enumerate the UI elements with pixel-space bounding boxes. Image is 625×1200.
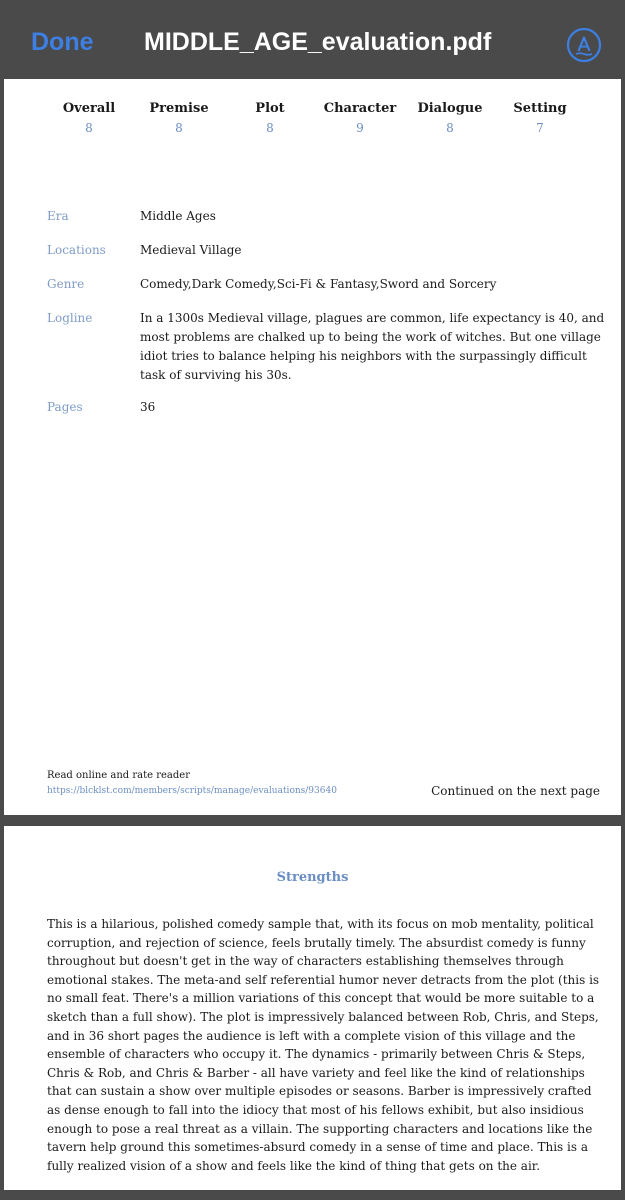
score-value: 8 bbox=[85, 121, 93, 135]
markup-pen-icon[interactable] bbox=[566, 27, 602, 63]
score-premise bbox=[129, 101, 229, 135]
pages-label: Pages bbox=[47, 400, 83, 414]
strengths-heading: Strengths bbox=[276, 870, 349, 885]
score-character bbox=[310, 101, 410, 135]
evaluation-link[interactable]: https://blcklst.com/members/scripts/manage/evaluations/93640 bbox=[47, 786, 337, 796]
score-dialogue bbox=[400, 101, 500, 135]
score-label: Character bbox=[323, 101, 397, 116]
pdf-page-2 bbox=[4, 826, 621, 1190]
document-title: MIDDLE_AGE_evaluation.pdf bbox=[144, 28, 492, 56]
score-setting bbox=[490, 101, 590, 135]
genre-value: Comedy,Dark Comedy,Sci-Fi & Fantasy,Sword and Sorcery bbox=[140, 277, 497, 291]
score-value: 7 bbox=[536, 121, 544, 135]
score-label: Setting bbox=[513, 101, 567, 116]
score-label: Plot bbox=[255, 101, 285, 116]
score-label: Overall bbox=[62, 101, 116, 116]
logline-value: In a 1300s Medieval village, plagues are common, life expectancy is 40, and most problems are chalked up to being the work of witches. But one village idiot tries to balance helping his neighbors with the surpassingly difficult task of surviving his 30s. bbox=[140, 311, 605, 382]
score-plot bbox=[220, 101, 320, 135]
page-gap bbox=[0, 1190, 625, 1200]
pages-value: 36 bbox=[140, 400, 156, 414]
read-online-text: Read online and rate reader bbox=[47, 770, 190, 781]
locations-value: Medieval Village bbox=[140, 243, 242, 257]
score-label: Premise bbox=[149, 101, 209, 116]
score-value: 8 bbox=[266, 121, 274, 135]
score-value: 9 bbox=[356, 121, 364, 135]
logline-label: Logline bbox=[47, 311, 93, 325]
era-value: Middle Ages bbox=[140, 209, 216, 223]
score-value: 8 bbox=[446, 121, 454, 135]
pdf-page-1 bbox=[4, 79, 621, 815]
continued-note: Continued on the next page bbox=[431, 784, 600, 798]
genre-label: Genre bbox=[47, 277, 85, 291]
era-label: Era bbox=[47, 209, 69, 223]
nav-bar bbox=[0, 0, 625, 79]
done-button[interactable]: Done bbox=[31, 28, 94, 56]
score-overall bbox=[39, 101, 139, 135]
score-value: 8 bbox=[175, 121, 183, 135]
locations-label: Locations bbox=[47, 243, 106, 257]
strengths-body: This is a hilarious, polished comedy sample that, with its focus on mob mentality, political corruption, and rejection of science, feels brutally timely. The absurdist comedy is funny throughout but doesn't get in the way of characters establishing themselves through emotional stakes. The meta-and self referential humor never detracts from the plot (this is no small feat. There's a million variations of this concept that would be more suitable to a sketch than a full show). The plot is impressively balanced between Rob, Chris, and Steps, and in 36 short pages the audience is left with a complete vision of this village and the ensemble of characters who occupy it. The dynamics - primarily between Chris & Steps, Chris & Rob, and Chris & Barber - all have variety and feel like the kind of relationships that can sustain a show over multiple episodes or seasons. Barber is impressively crafted as dense enough to fall into the idiocy that most of his fellows exhibit, but also insidious enough to pose a real threat as a villain. The supporting characters and locations like the tavern help ground this sometimes-absurd comedy in a sense of time and place. This is a fully realized vision of a show and feels like the kind of thing that gets on the air. bbox=[47, 917, 600, 1173]
score-label: Dialogue bbox=[417, 101, 483, 116]
